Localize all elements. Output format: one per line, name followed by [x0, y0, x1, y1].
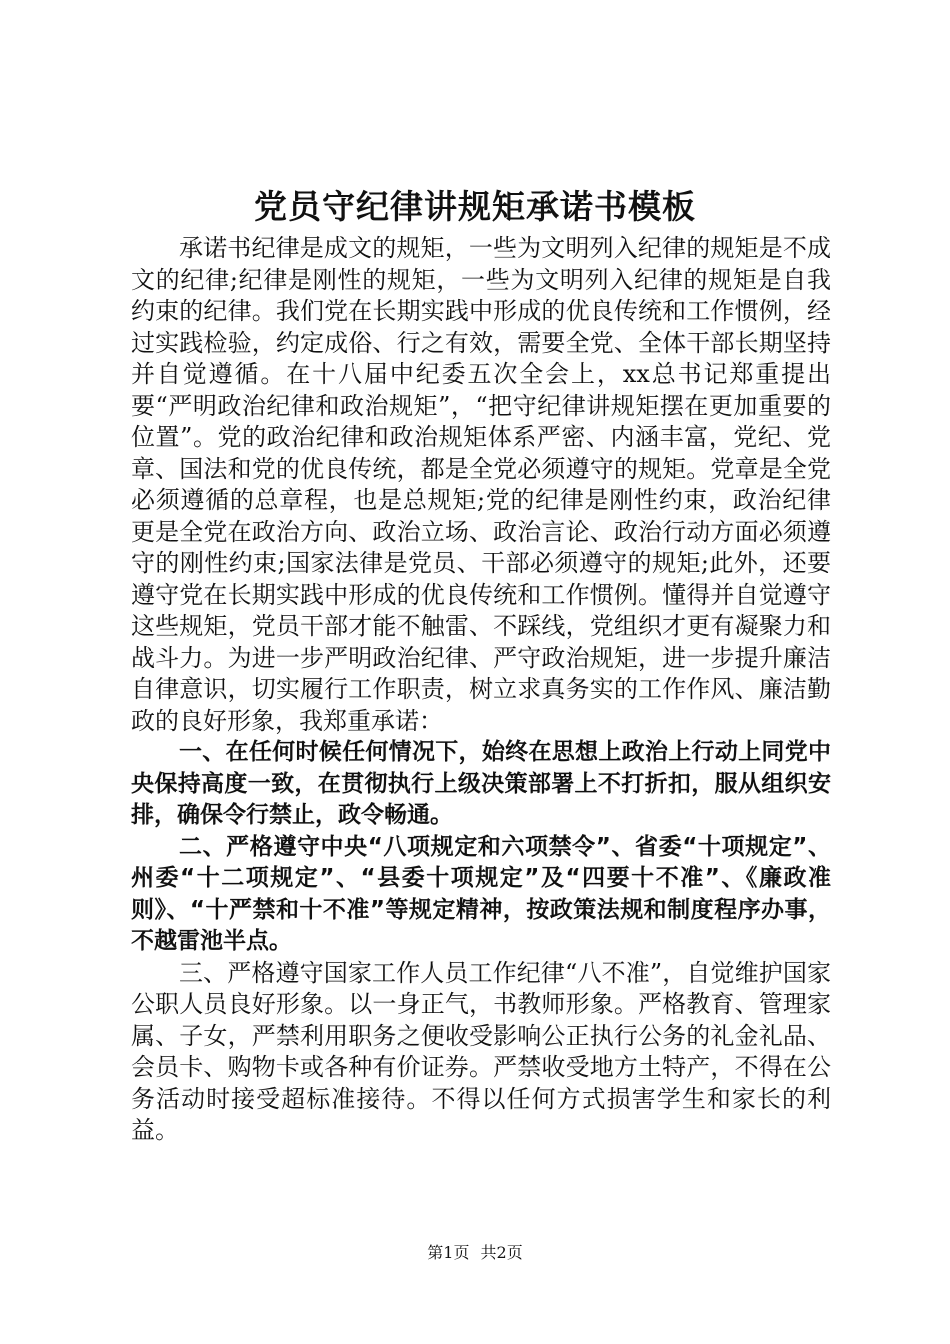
page-number: 第1页 — [427, 1243, 470, 1262]
pledge-item-3: 三、严格遵守国家工作人员工作纪律“八不准”，自觉维护国家公职人员良好形象。以一身正气，书教师形象。严格教育、管理家属、子女，严禁利用职务之便收受影响公正执行公务的礼金礼品、会员卡、购物卡或各种有价证券。严禁收受地方土特产，不得在公务活动时接受超标准接待。不得以任何方式损害学生和家长的利益。 — [131, 958, 831, 1144]
pledge-item-2: 二、严格遵守中央“八项规定和六项禁令”、省委“十项规定”、州委“十二项规定”、“县委十项规定”及“四要十不准”、《廉政准则》、“十严禁和十不准”等规定精神，按政策法规和制度程序办事，不越雷池半点。 — [131, 833, 831, 954]
document-title: 党员守纪律讲规矩承诺书模板 — [254, 187, 696, 226]
intro-paragraph: 承诺书纪律是成文的规矩，一些为文明列入纪律的规矩是不成文的纪律;纪律是刚性的规矩，一些为文明列入纪律的规矩是自我约束的纪律。我们党在长期实践中形成的优良传统和工作惯例，经过实践检验，约定成俗、行之有效，需要全党、全体干部长期坚持并自觉遵循。在十八届中纪委五次全会上，xx总书记郑重提出要“严明政治纪律和政治规矩”，“把守纪律讲规矩摆在更加重要的位置”。党的政治纪律和政治规矩体系严密、内涵丰富，党纪、党章、国法和党的优良传统，都是全党必须遵守的规矩。党章是全党必须遵循的总章程，也是总规矩;党的纪律是刚性约束，政治纪律更是全党在政治方向、政治立场、政治言论、政治行动方面必须遵守的刚性约束;国家法律是党员、干部必须遵守的规矩;此外，还要遵守党在长期实践中形成的优良传统和工作惯例。懂得并自觉遵守这些规矩，党员干部才能不触雷、不踩线，党组织才更有凝聚力和战斗力。为进一步严明政治纪律、严守政治规矩，进一步提升廉洁自律意识，切实履行工作职责，树立求真务实的工作作风、廉洁勤政的良好形象，我郑重承诺： — [131, 234, 831, 735]
pledge-item-1: 一、在任何时候任何情况下，始终在思想上政治上行动上同党中央保持高度一致，在贯彻执行上级决策部署上不打折扣，服从组织安排，确保令行禁止，政令畅通。 — [131, 739, 831, 828]
document-body — [131, 233, 831, 1147]
page-total: 共2页 — [480, 1243, 523, 1262]
page-footer — [0, 1243, 950, 1263]
